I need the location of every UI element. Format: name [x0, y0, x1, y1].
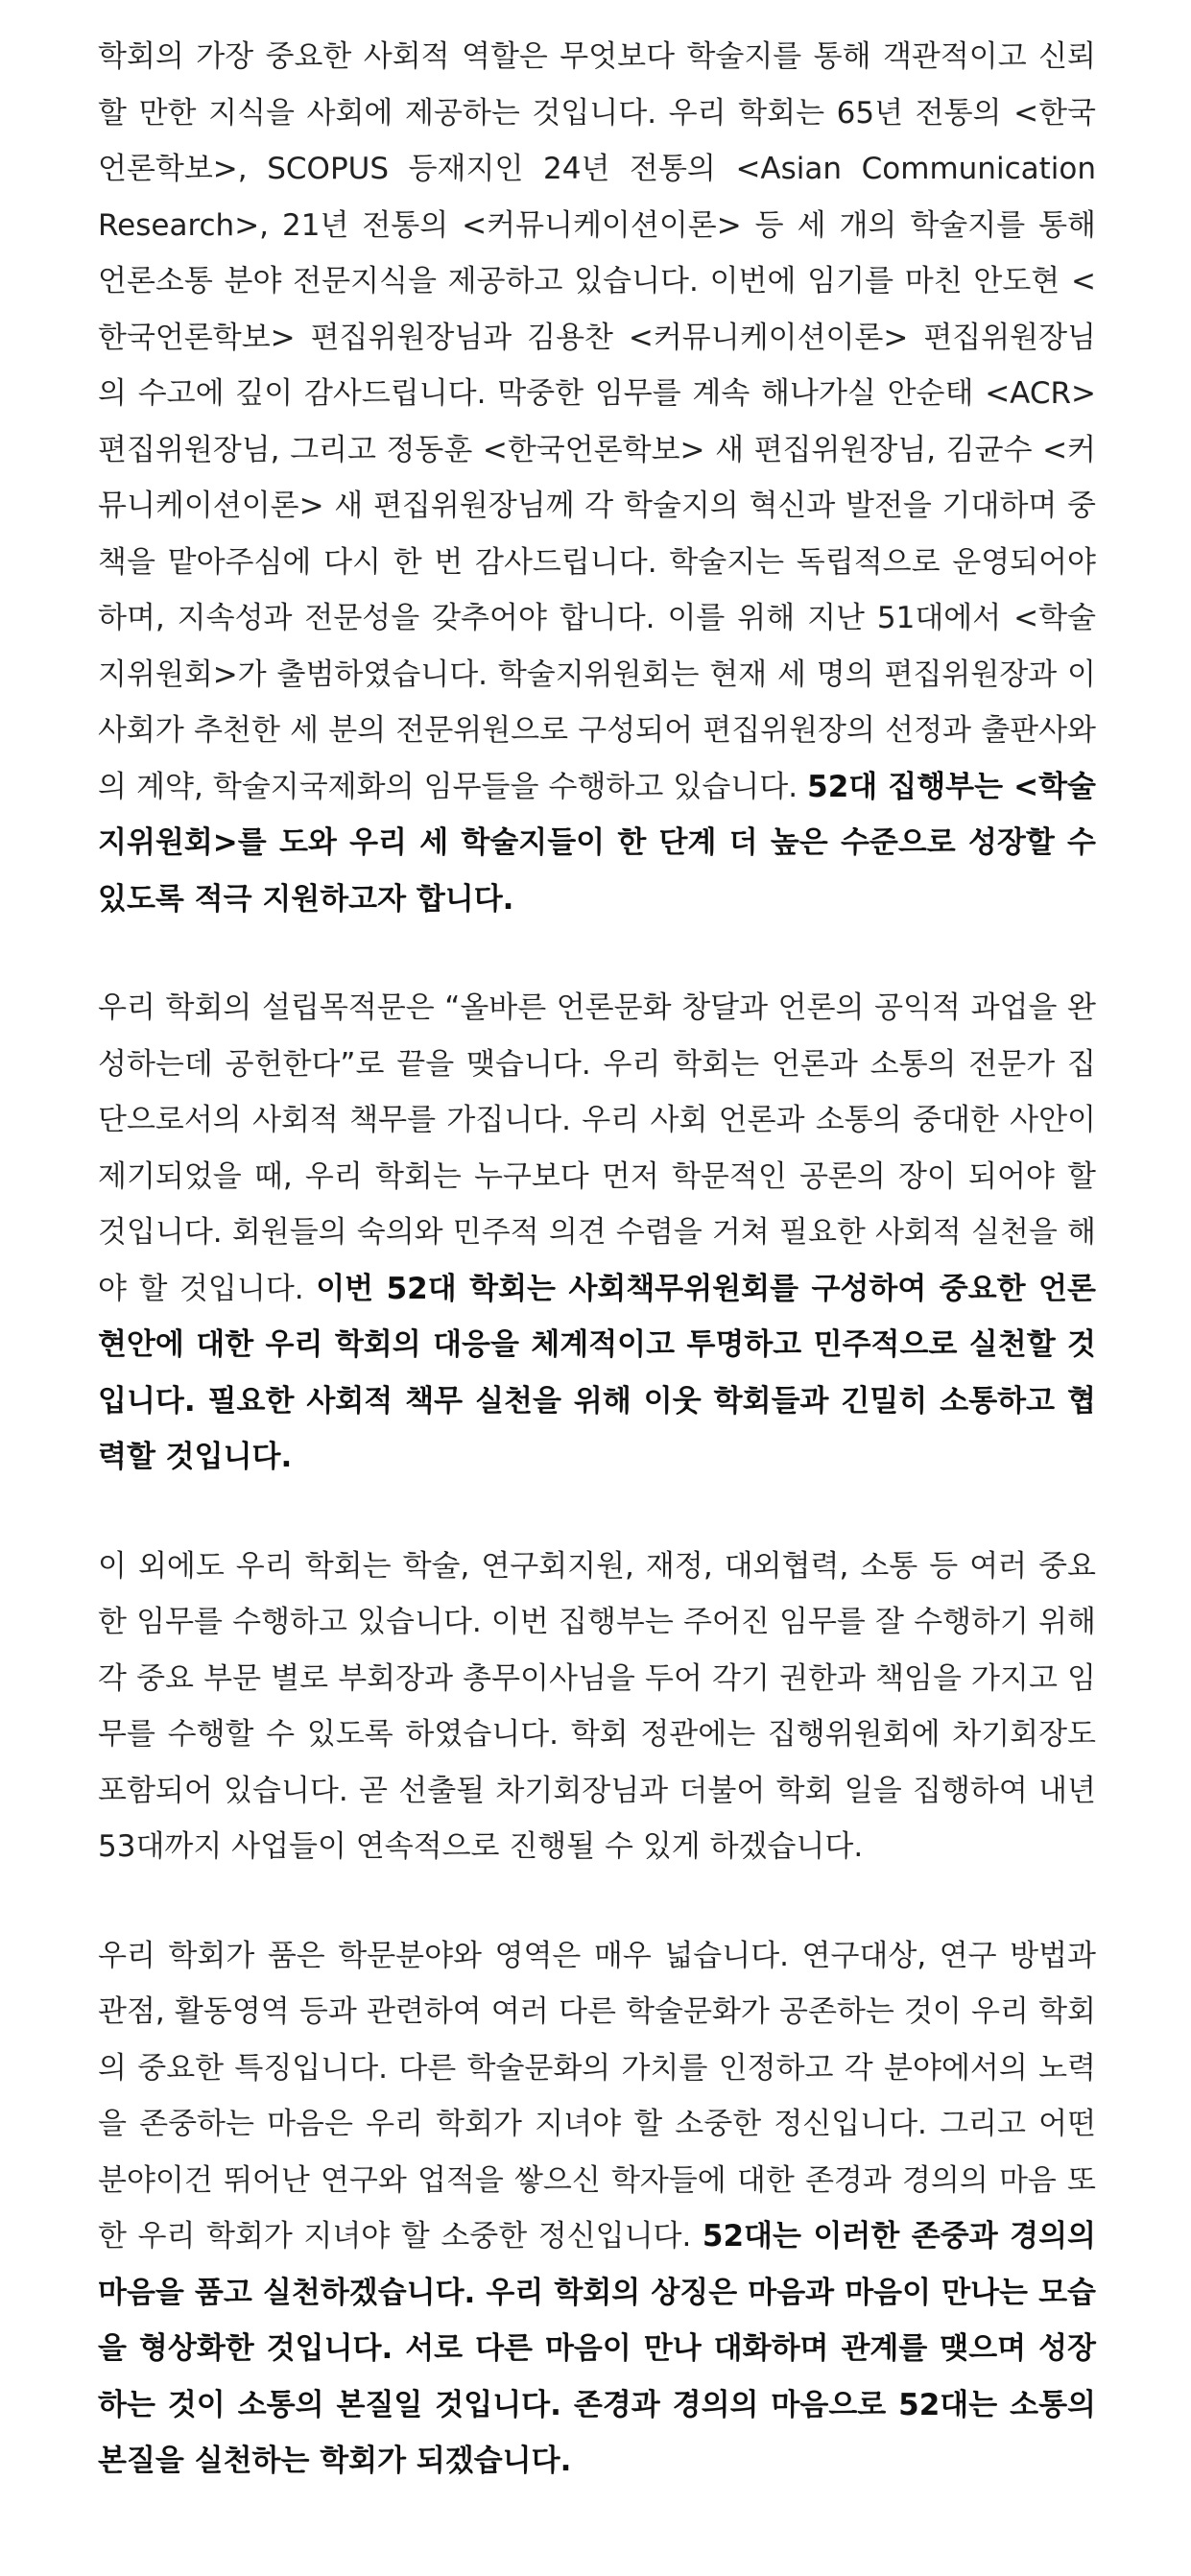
paragraph-respect — [98, 1928, 1096, 2490]
paragraph-text: 우리 학회가 품은 학문분야와 영역은 매우 넓습니다. 연구대상, 연구 방법과 관점, 활동영역 등과 관련하여 여러 다른 학술문화가 공존하는 것이 우리 학회의 중요한 특징입니다. 다른 학술문화의 가치를 인정하고 각 분야에서의 노력을 존중하는 마음은 우리 학회가 지녀야 할 소중한 정신입니다. 그리고 어떤 분야이건 뛰어난 연구와 업적을 쌓으신 학자들에 대한 존경과 경의의 마음 또한 우리 학회가 지녀야 할 소중한 정신입니다. — [98, 1938, 1096, 2254]
paragraph-text: 우리 학회의 설립목적문은 “올바른 언론문화 창달과 언론의 공익적 과업을 완성하는데 공헌한다”로 끝을 맺습니다. 우리 학회는 언론과 소통의 전문가 집단으로서의 사회적 책무를 가집니다. 우리 사회 언론과 소통의 중대한 사안이 제기되었을 때, 우리 학회는 누구보다 먼저 학문적인 공론의 장이 되어야 할 것입니다. 회원들의 숙의와 민주적 의견 수렴을 거쳐 필요한 사회적 실천을 해야 할 것입니다. — [98, 990, 1096, 1306]
paragraph-emphasis: 52대는 이러한 존중과 경의의 마음을 품고 실천하겠습니다. 우리 학회의 상징은 마음과 마음이 만나는 모습을 형상화한 것입니다. 서로 다른 마음이 만나 대화하며 관계를 맺으며 성장하는 것이 소통의 본질일 것입니다. 존경과 경의의 마음으로 52대는 소통의 본질을 실천하는 학회가 되겠습니다. — [98, 2219, 1096, 2478]
paragraph-journals — [98, 29, 1096, 927]
paragraph-operations — [98, 1538, 1096, 1875]
paragraph-text: 이 외에도 우리 학회는 학술, 연구회지원, 재정, 대외협력, 소통 등 여러 중요한 임무를 수행하고 있습니다. 이번 집행부는 주어진 임무를 잘 수행하기 위해 각 중요 부문 별로 부회장과 총무이사님을 두어 각기 권한과 책임을 가지고 임무를 수행할 수 있도록 하였습니다. 학회 정관에는 집행위원회에 차기회장도 포함되어 있습니다. 곧 선출될 차기회장님과 더불어 학회 일을 집행하여 내년 53대까지 사업들이 연속적으로 진행될 수 있게 하겠습니다. — [98, 1548, 1096, 1864]
paragraph-emphasis: 52대 집행부는 <학술지위원회>를 도와 우리 세 학술지들이 한 단계 더 높은 수준으로 성장할 수 있도록 적극 지원하고자 합니다. — [98, 769, 1096, 917]
document-body — [98, 29, 1096, 2490]
paragraph-text: 학회의 가장 중요한 사회적 역할은 무엇보다 학술지를 통해 객관적이고 신뢰할 만한 지식을 사회에 제공하는 것입니다. 우리 학회는 65년 전통의 <한국언론학보>, SCOPUS 등재지인 24년 전통의 <Asian Communication Research>, 21년 전통의 <커뮤니케이션이론> 등 세 개의 학술지를 통해 언론소통 분야 전문지식을 제공하고 있습니다. 이번에 임기를 마친 안도현 <한국언론학보> 편집위원장님과 김용찬 <커뮤니케이션이론> 편집위원장님의 수고에 깊이 감사드립니다. 막중한 임무를 계속 해나가실 안순태 <ACR> 편집위원장님, 그리고 정동훈 <한국언론학보> 새 편집위원장님, 김균수 <커뮤니케이션이론> 새 편집위원장님께 각 학술지의 혁신과 발전을 기대하며 중책을 맡아주심에 다시 한 번 감사드립니다. 학술지는 독립적으로 운영되어야 하며, 지속성과 전문성을 갖추어야 합니다. 이를 위해 지난 51대에서 <학술지위원회>가 출범하였습니다. 학술지위원회는 현재 세 명의 편집위원장과 이사회가 추천한 세 분의 전문위원으로 구성되어 편집위원장의 선정과 출판사와의 계약, 학술지국제화의 임무들을 수행하고 있습니다. — [98, 39, 1096, 804]
paragraph-social-responsibility — [98, 980, 1096, 1486]
paragraph-emphasis: 이번 52대 학회는 사회책무위원회를 구성하여 중요한 언론현안에 대한 우리 학회의 대응을 체계적이고 투명하고 민주적으로 실천할 것입니다. 필요한 사회적 책무 실천을 위해 이웃 학회들과 긴밀히 소통하고 협력할 것입니다. — [98, 1271, 1097, 1474]
